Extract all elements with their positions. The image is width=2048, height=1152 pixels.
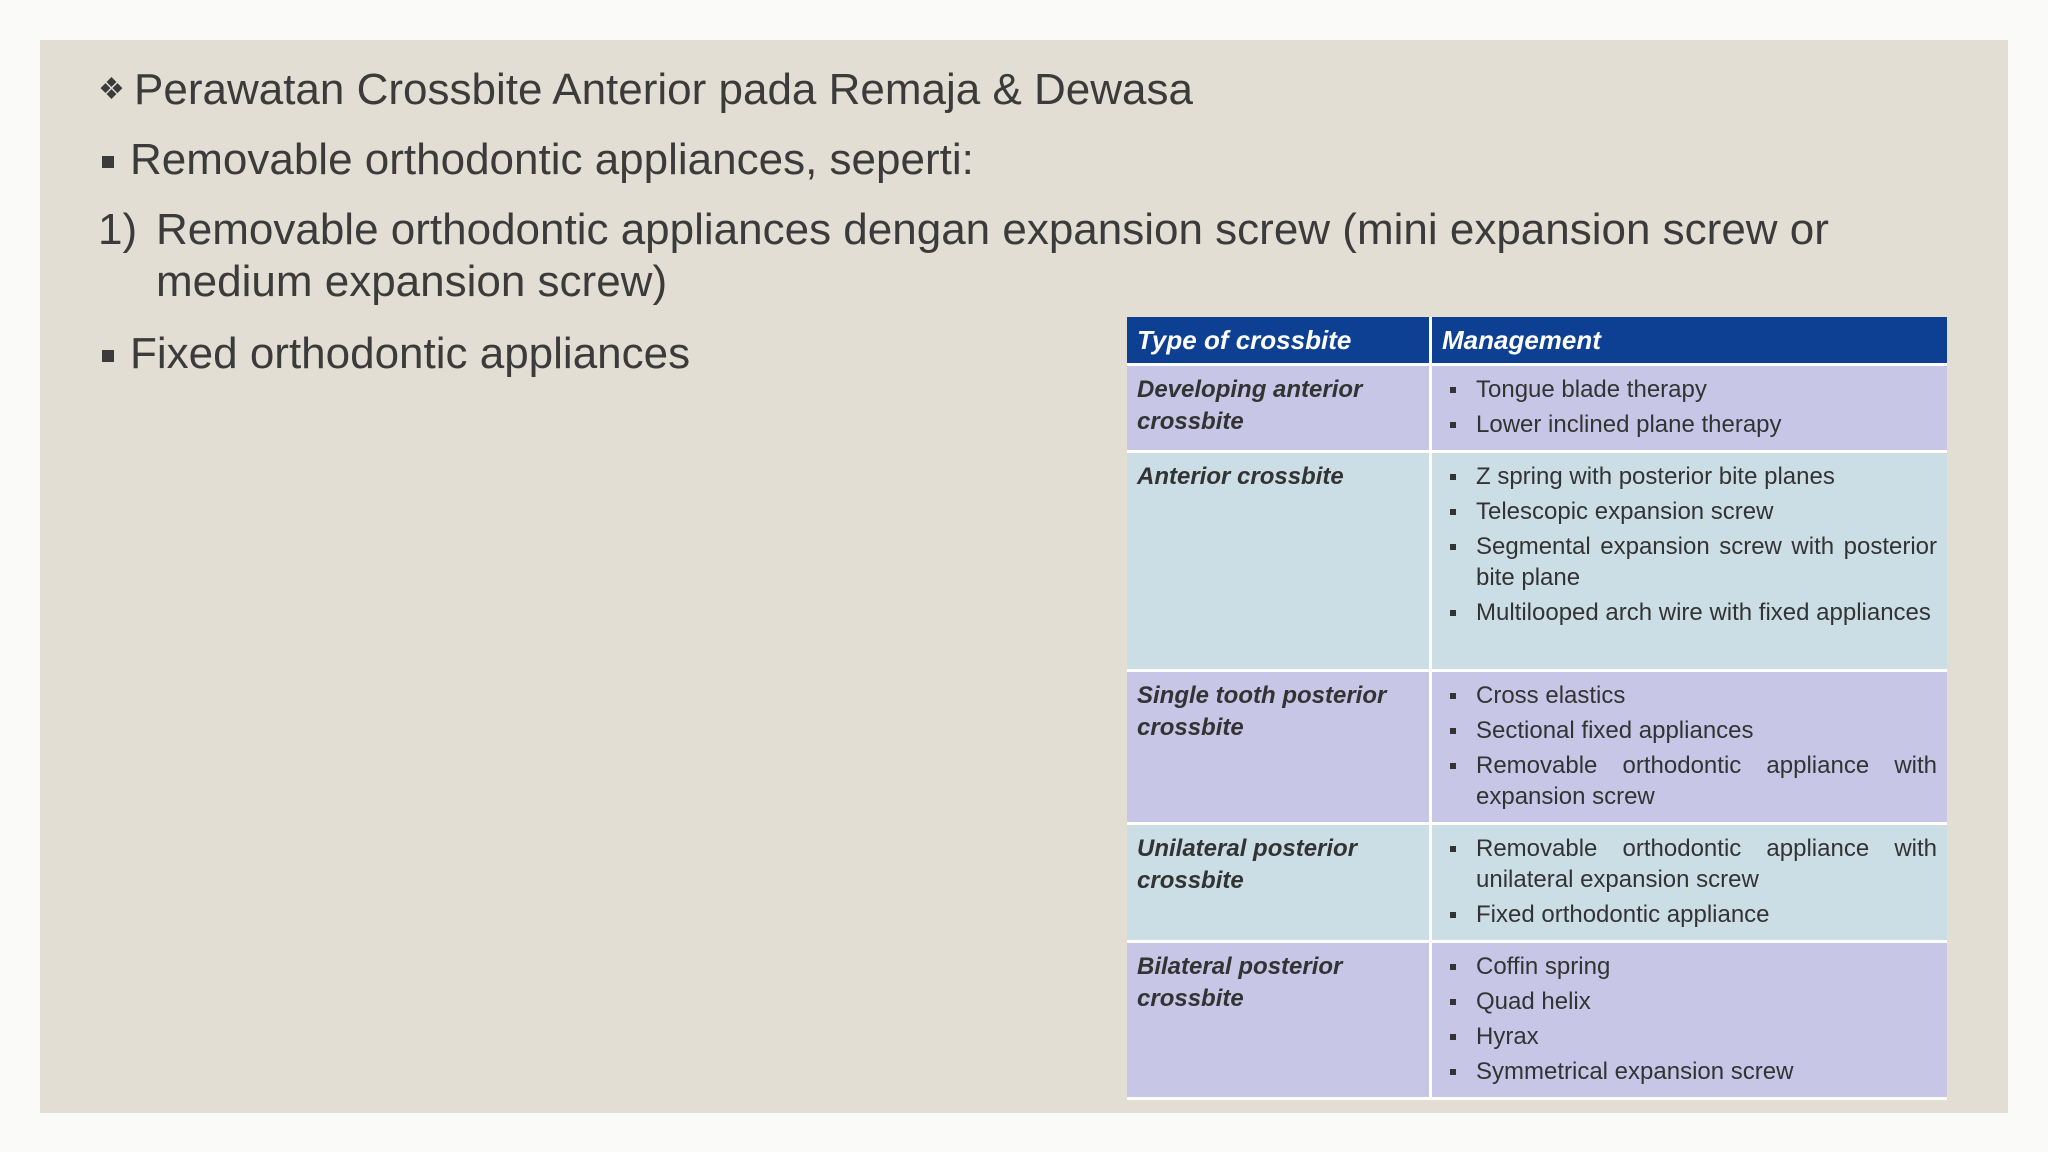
table-row [1127, 452, 1947, 671]
management-cell [1431, 824, 1948, 942]
header-management: Management [1431, 317, 1948, 365]
numbered-item-1-text: Removable orthodontic appliances dengan expansion screw (mini expansion screw or medium expansion screw) [156, 205, 1829, 306]
list-item: Segmental expansion screw with posterior bite plane [1442, 531, 1937, 593]
list-item: Fixed orthodontic appliance [1442, 899, 1937, 930]
list-item: Coffin spring [1442, 951, 1937, 982]
square-bullet-icon [102, 156, 114, 168]
slide [40, 40, 2008, 1113]
list-item: Quad helix [1442, 986, 1937, 1017]
header-type: Type of crossbite [1127, 317, 1431, 365]
crossbite-management-table [1127, 317, 1947, 1084]
management-cell [1431, 365, 1948, 452]
bullet-removable [98, 134, 1918, 186]
number-marker: 1) [98, 205, 138, 254]
type-cell: Bilateral posterior crossbite [1127, 942, 1431, 1099]
list-item: Removable orthodontic appliance with unilateral expansion screw [1442, 833, 1937, 895]
table-row [1127, 365, 1947, 452]
type-cell: Single tooth posterior crossbite [1127, 671, 1431, 824]
management-list [1442, 680, 1937, 812]
numbered-item-1 [98, 204, 1918, 308]
management-list [1442, 461, 1937, 628]
list-item: Tongue blade therapy [1442, 374, 1937, 405]
table-row [1127, 824, 1947, 942]
list-item: Removable orthodontic appliance with expansion screw [1442, 750, 1937, 812]
slide-heading [98, 64, 1918, 116]
table-row [1127, 942, 1947, 1099]
management-cell [1431, 452, 1948, 671]
square-bullet-icon [102, 350, 114, 362]
management-table [1127, 317, 1947, 1100]
management-list [1442, 833, 1937, 930]
list-item: Sectional fixed appliances [1442, 715, 1937, 746]
table-row [1127, 671, 1947, 824]
heading-text: Perawatan Crossbite Anterior pada Remaja & Dewasa [134, 65, 1193, 114]
list-item: Z spring with posterior bite planes [1442, 461, 1937, 492]
bullet-fixed-text: Fixed orthodontic appliances [130, 329, 691, 378]
management-cell [1431, 942, 1948, 1099]
management-cell [1431, 671, 1948, 824]
list-item: Multilooped arch wire with fixed appliances [1442, 597, 1937, 628]
management-list [1442, 951, 1937, 1087]
list-item: Telescopic expansion screw [1442, 496, 1937, 527]
list-item: Symmetrical expansion screw [1442, 1056, 1937, 1087]
type-cell: Developing anterior crossbite [1127, 365, 1431, 452]
diamond-bullet-icon: ❖ [98, 73, 125, 106]
list-item: Lower inclined plane therapy [1442, 409, 1937, 440]
list-item: Cross elastics [1442, 680, 1937, 711]
table-header-row [1127, 317, 1947, 365]
type-cell: Anterior crossbite [1127, 452, 1431, 671]
bullet-removable-text: Removable orthodontic appliances, seperti: [130, 135, 974, 184]
list-item: Hyrax [1442, 1021, 1937, 1052]
management-list [1442, 374, 1937, 440]
type-cell: Unilateral posterior crossbite [1127, 824, 1431, 942]
